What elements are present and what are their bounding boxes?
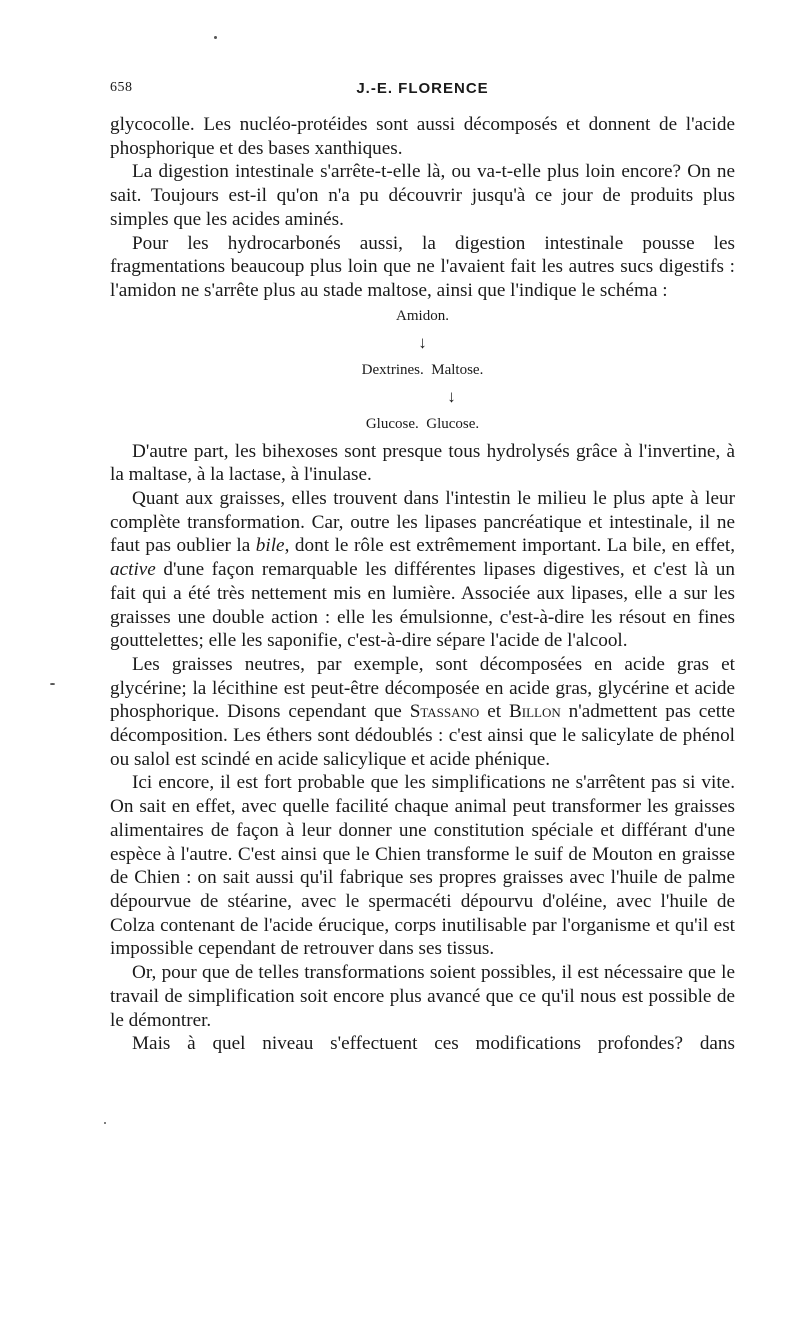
paragraph-mais: Mais à quel niveau s'effectuent ces modifications profondes? dans: [132, 1033, 735, 1055]
paragraph-graisses-neutres: [110, 653, 735, 772]
paragraph-ici-encore: Ici encore, il est fort probable que les simplifications ne s'arrêtent pas si vite. On sait en effet, avec quelle facilité chaque animal peut transformer les graisses alimentaires de façon à leur donner une constitution spéciale et différant d'une espèce à l'autre. C'est ainsi que le Chien transforme le suif de Mouton en graisse de Chien : on sait aussi qu'il fabrique ses propres graisses avec l'huile de palme dépourvue de stéarine, avec le spermacéti dépourvu d'oléine, avec l'huile de Colza contenant de l'acide érucique, corps inutilisable par l'organisme et qu'il est impossible cependant de retrouver dans ses tissus.: [110, 772, 735, 960]
author-billon: Billon: [508, 701, 561, 723]
paragraph-digestion: La digestion intestinale s'arrête-t-elle là, ou va-t-elle plus loin encore? On ne sait. Toujours est-il qu'on n'a pu découvrir jusqu'à ce jour de produits plus simples que les acides aminés.: [110, 161, 735, 230]
scan-speck-bottom: [104, 1122, 106, 1124]
text-run: et: [479, 701, 509, 723]
running-head: J.-E. FLORENCE: [356, 80, 489, 97]
digestion-scheme: [110, 307, 735, 433]
scan-speck-top: [214, 36, 217, 39]
italic-bile: bile: [255, 535, 285, 557]
text-run: Les graisses neutres, par exemple, sont décomposées en acide gras et glycérine; la lécithine est peut-être décomposée en acide gras, glycérine et acide phosphorique. Disons cependant que: [110, 653, 735, 723]
scheme-amidon: Amidon.: [396, 307, 449, 324]
text-run: n'admettent pas cette décomposition. Les éthers sont dédoublés : c'est ainsi que le salicylate de phénol ou salol est scindé en acide salicylique et acide phénique.: [110, 701, 735, 770]
scan-speck-left: [50, 683, 55, 685]
body-text: [110, 113, 735, 1056]
scheme-glucose: Glucose. Glucose.: [365, 415, 480, 432]
paragraph-graisses: [110, 487, 735, 653]
down-arrow-icon: ↓: [418, 332, 427, 352]
page-number: 658: [110, 80, 133, 95]
paragraph-glycocolle: glycocolle. Les nucléo-protéides sont aussi décomposés et donnent de l'acide phosphorique et des bases xanthiques.: [110, 114, 735, 159]
paragraph-bihexoses: D'autre part, les bihexoses sont presque tous hydrolysés grâce à l'invertine, à la maltase, à la lactase, à l'inulase.: [110, 440, 735, 486]
text-run: , dont le rôle est extrêmement important. La bile, en effet,: [284, 535, 736, 557]
paragraph-hydrocarbones: Pour les hydrocarbonés aussi, la digestion intestinale pousse les fragmentations beaucoup plus loin que ne l'avaient fait les autres sucs digestifs : l'amidon ne s'arrête plus au stade maltose, ainsi que l'indique le schéma :: [110, 232, 735, 301]
text-run: d'une façon remarquable les différentes lipases digestives, et c'est là un fait qui a été très nettement mis en lumière. Associée aux lipases, elle a sur les graisses une double action : elle les émulsionne, c'est-à-dire les résout en fines gouttelettes; elle les saponifie, c'est-à-dire sépare l'acide de l'alcool.: [110, 559, 735, 652]
down-arrow-icon: ↓: [447, 386, 456, 406]
italic-active: active: [110, 559, 156, 581]
page-header: [110, 80, 735, 102]
author-stassano: Stassano: [409, 701, 480, 723]
paragraph-or: Or, pour que de telles transformations soient possibles, il est nécessaire que le travail de simplification soit encore plus avancé que ce qu'il nous est possible de le démontrer.: [110, 962, 735, 1031]
scheme-dextrines-maltose: Dextrines. Maltose.: [361, 361, 484, 378]
text-run: Quant aux graisses, elles trouvent dans l'intestin le milieu le plus apte à leur complète transformation. Car, outre les lipases pancréatique et intestinale, il ne faut pas oublier la: [110, 488, 735, 557]
